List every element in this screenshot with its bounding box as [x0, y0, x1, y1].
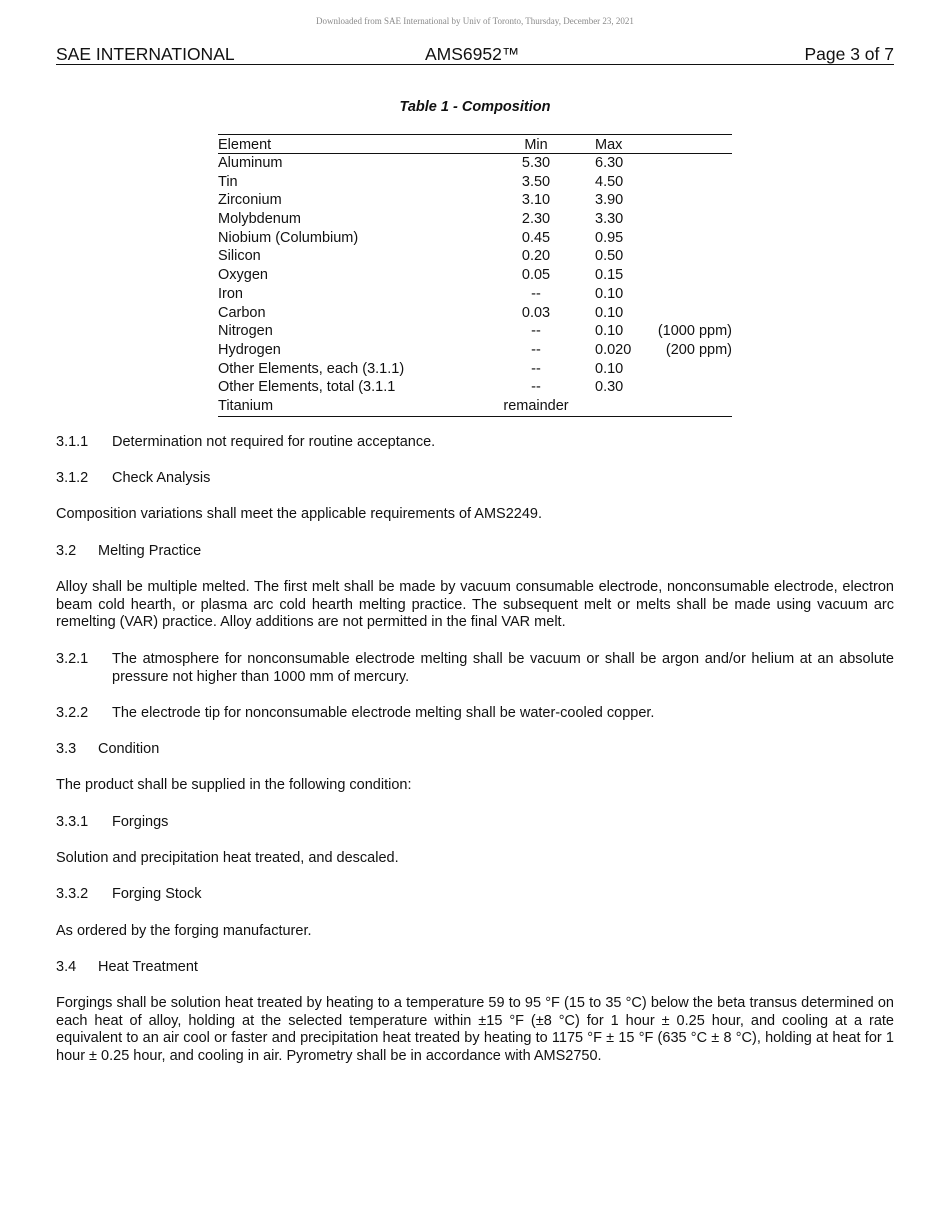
cell-element: Hydrogen [218, 341, 281, 358]
section-number: 3.2.2 [56, 705, 89, 721]
page-header [56, 44, 894, 65]
header-page-number: Page 3 of 7 [804, 44, 894, 64]
section-number: 3.3.2 [56, 886, 89, 902]
cell-element: Carbon [218, 304, 266, 321]
table-row [218, 266, 732, 285]
paragraph-forging-stock: As ordered by the forging manufacturer. [56, 923, 312, 939]
cell-min: -- [531, 379, 541, 396]
cell-max: 0.10 [595, 285, 624, 302]
section-text: Determination not required for routine acceptance. [112, 434, 436, 450]
cell-min: 0.20 [521, 248, 551, 265]
cell-max: 0.50 [595, 248, 624, 265]
cell-note: (1000 ppm) [657, 323, 732, 340]
cell-element: Tin [218, 173, 238, 190]
table-row [218, 341, 732, 360]
section-title: Melting Practice [98, 543, 202, 559]
cell-element: Zirconium [218, 192, 282, 209]
cell-min: remainder [503, 397, 569, 414]
cell-element: Titanium [218, 397, 274, 414]
cell-element: Molybdenum [218, 211, 302, 228]
table-row [218, 247, 732, 266]
paragraph-check-analysis: Composition variations shall meet the applicable requirements of AMS2249. [56, 506, 543, 522]
table-row [218, 285, 732, 304]
table-row [218, 397, 732, 416]
cell-min: 3.10 [521, 192, 551, 209]
table-body [218, 154, 732, 416]
section-title: Forging Stock [112, 886, 202, 902]
cell-min: -- [531, 341, 541, 358]
cell-min: 2.30 [521, 211, 551, 228]
section-title: Heat Treatment [98, 959, 198, 975]
cell-element: Nitrogen [218, 323, 273, 340]
section-text: The electrode tip for nonconsumable electrode melting shall be water-cooled copper. [112, 705, 655, 721]
table-row [218, 304, 732, 323]
cell-min: -- [531, 360, 541, 377]
section-number: 3.2 [56, 543, 77, 559]
cell-min: -- [531, 285, 541, 302]
table-row [218, 360, 732, 379]
cell-min: 0.03 [521, 304, 551, 321]
paragraph-condition: The product shall be supplied in the following condition: [56, 777, 412, 793]
section-title: Forgings [112, 814, 169, 830]
table-header-row [218, 135, 732, 154]
cell-min: 5.30 [521, 155, 551, 171]
cell-max: 0.10 [595, 304, 624, 321]
section-title: Condition [98, 741, 160, 757]
table-row [218, 229, 732, 248]
cell-element: Aluminum [218, 155, 283, 171]
section-number: 3.3.1 [56, 814, 89, 830]
table-row [218, 378, 732, 397]
cell-min: 0.45 [521, 229, 551, 246]
table-row [218, 173, 732, 192]
section-number: 3.2.1 [56, 651, 89, 667]
paragraph-heat-treatment: Forgings shall be solution heat treated by heating to a temperature 59 to 95 °F (15 to 35 °C) below the beta transus determined on each heat of alloy, holding at the selected temperature within ±15 °F (±8 °C) for 1 hour ± 0.25 hour, and cooling at a rate equivalent to an air cool or faster and precipitation heat treated by heating to 1175 °F ± 15 °F (635 °C ± 8 °C), holding at heat for 1 hour ± 0.25 hour, and cooling in air. Pyrometry shall be in accordance with AMS2750. [56, 995, 894, 1064]
header-org: SAE INTERNATIONAL [56, 44, 235, 64]
table-title: Table 1 - Composition [399, 99, 551, 115]
cell-element: Iron [218, 285, 243, 302]
composition-table [218, 134, 732, 417]
section-number: 3.1.2 [56, 470, 89, 486]
cell-element: Other Elements, each (3.1.1) [218, 360, 405, 377]
column-header-min: Min [524, 137, 548, 153]
cell-element: Niobium (Columbium) [218, 229, 359, 246]
cell-element: Other Elements, total (3.1.1 [218, 379, 396, 396]
section-number: 3.4 [56, 959, 77, 975]
cell-max: 6.30 [595, 155, 624, 171]
paragraph-melting-practice: Alloy shall be multiple melted. The first melt shall be made by vacuum consumable electrode, nonconsumable electrode, electron beam cold hearth, or plasma arc cold hearth melting practice. The subsequent melt or melts shall be made using vacuum arc remelting (VAR) practice. Alloy additions are not permitted in the final VAR melt. [56, 579, 894, 630]
cell-max: 3.90 [595, 192, 624, 209]
cell-max: 0.15 [595, 267, 624, 284]
download-watermark: Downloaded from SAE International by Univ of Toronto, Thursday, December 23, 2021 [316, 16, 634, 26]
cell-max: 3.30 [595, 211, 624, 228]
table-row [218, 154, 732, 173]
cell-max: 0.30 [595, 379, 624, 396]
cell-max: 0.95 [595, 229, 624, 246]
section-number: 3.3 [56, 741, 77, 757]
cell-element: Silicon [218, 248, 261, 265]
section-title: Check Analysis [112, 470, 211, 486]
cell-min: -- [531, 323, 541, 340]
column-header-max: Max [595, 137, 623, 153]
section-text: The atmosphere for nonconsumable electrode melting shall be vacuum or shall be argon and/or helium at an absolute pressure not higher than 1000 mm of mercury. [112, 651, 894, 685]
cell-min: 0.05 [521, 267, 551, 284]
cell-max: 4.50 [595, 173, 624, 190]
table-row [218, 210, 732, 229]
table-row [218, 322, 732, 341]
header-doc-id: AMS6952™ [425, 44, 520, 64]
cell-note: (200 ppm) [665, 341, 732, 358]
section-number: 3.1.1 [56, 434, 89, 450]
column-header-element: Element [218, 137, 272, 153]
cell-min: 3.50 [521, 173, 551, 190]
cell-max: 0.020 [595, 341, 632, 358]
cell-max: 0.10 [595, 360, 624, 377]
paragraph-forgings: Solution and precipitation heat treated, and descaled. [56, 850, 399, 866]
table-row [218, 191, 732, 210]
cell-max: 0.10 [595, 323, 624, 340]
cell-element: Oxygen [218, 267, 268, 284]
